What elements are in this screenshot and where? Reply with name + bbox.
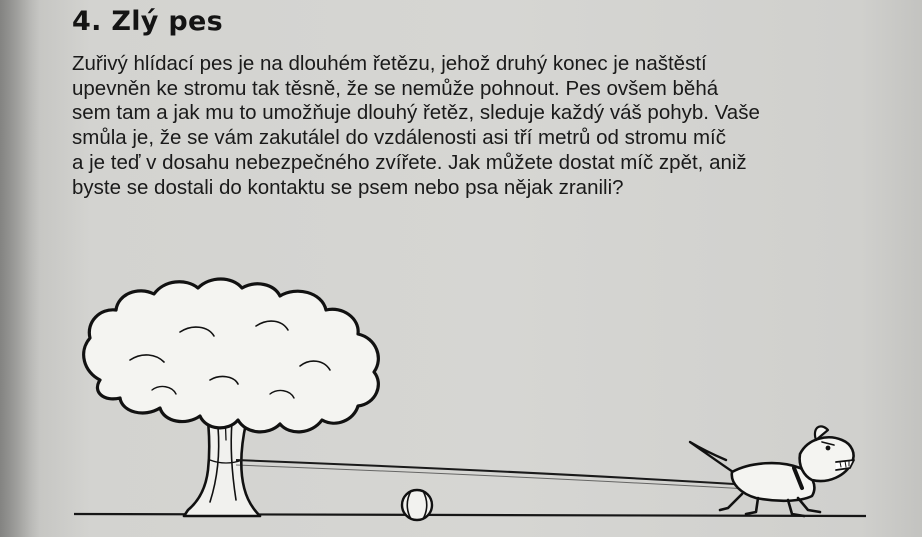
chain-line [236,460,800,488]
text-line-4: smůla je, že se vám zakutálel do vzdálenosti asi tří metrů od stromu míč [72,126,726,150]
dog-icon [690,426,854,516]
tree-dog-ball-illustration [60,262,890,537]
text-line-1: Zuřivý hlídací pes je na dlouhém řetězu, jehož druhý konec je naštěstí [72,52,707,75]
ball-icon [402,490,432,520]
text-line-3: sem tam a jak mu to umožňuje dlouhý řetěz, sleduje každý váš pohyb. Vaše [72,101,760,125]
text-line-5: a je teď v dosahu nebezpečného zvířete. Jak můžete dostat míč zpět, aniž [72,150,747,174]
text-line-2: upevněn ke stromu tak těsně, že se nemůže pohnout. Pes ovšem běhá [72,76,719,100]
page-spine-shadow [0,0,40,537]
tree-canopy [84,279,379,432]
puzzle-title: 4. Zlý pes [72,6,223,37]
puzzle-text [72,52,872,200]
text-line-6: byste se dostali do kontaktu se psem nebo psa nějak zranili? [72,175,624,199]
tree-icon [84,279,379,516]
